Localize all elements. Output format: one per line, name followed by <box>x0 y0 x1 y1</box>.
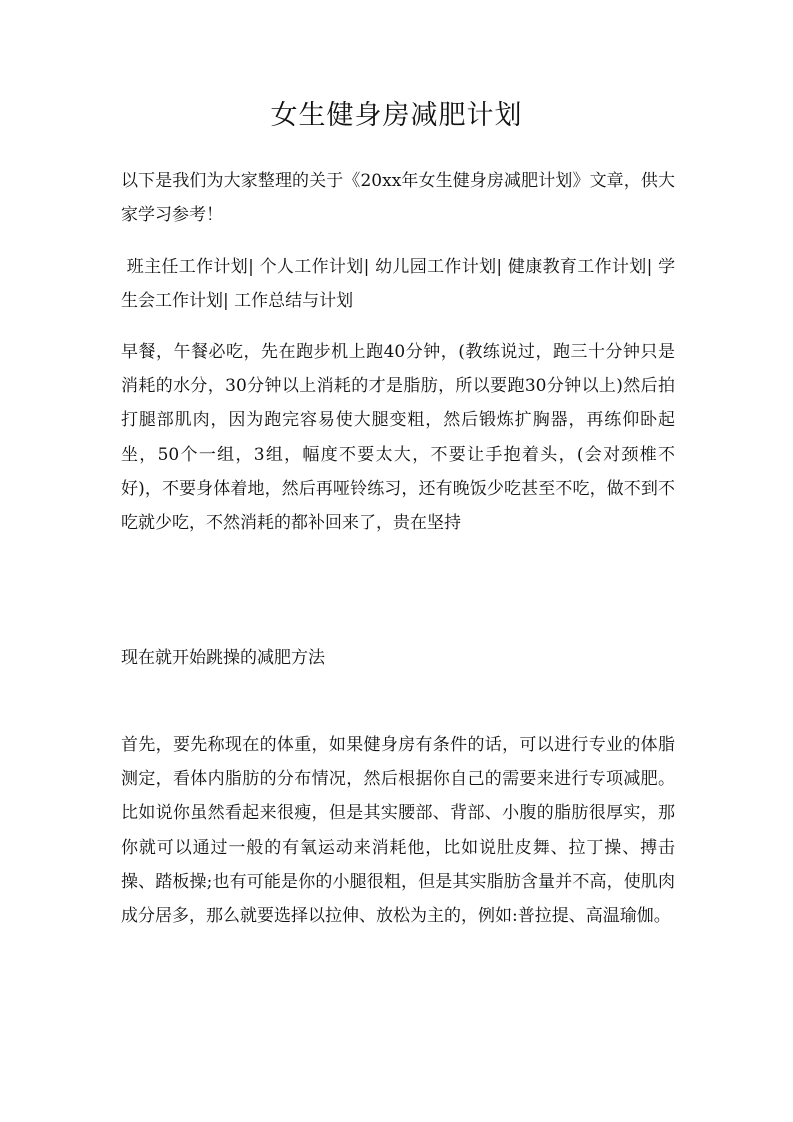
section-heading: 现在就开始跳操的减肥方法 <box>121 648 325 668</box>
link-student-union-plan[interactable]: 学生会工作计划 <box>121 257 676 312</box>
link-class-teacher-plan[interactable]: 班主任工作计划 <box>126 257 249 277</box>
link-separator: | <box>646 257 653 277</box>
link-health-education-plan[interactable]: 健康教育工作计划 <box>507 257 647 277</box>
related-links <box>121 250 675 318</box>
link-personal-work-plan[interactable]: 个人工作计划 <box>259 257 364 277</box>
link-separator: | <box>248 257 254 277</box>
intro-paragraph: 以下是我们为大家整理的关于《20xx年女生健身房减肥计划》文章，供大家学习参考！ <box>121 171 675 226</box>
link-work-summary-plan[interactable]: 工作总结与计划 <box>234 291 354 312</box>
link-separator: | <box>223 291 229 312</box>
link-separator: | <box>496 257 503 277</box>
method-paragraph: 首先，要先称现在的体重，如果健身房有条件的话，可以进行专业的体脂测定，看体内脂肪的分布情况，然后根据你自己的需要来进行专项减肥。比如说你虽然看起来很瘦，但是其实腰部、背部、小腹的脂肪很厚实，那你就可以通过一般的有氧运动来消耗他，比如说肚皮舞、拉丁操、搏击操、踏板操;也有可能是你的小腿很粗，但是其实脂肪含量并不高，使肌肉成分居多，那么就要选择以拉伸、放松为主的，例如:普拉提、高温瑜伽。 <box>121 735 675 927</box>
link-kindergarten-plan[interactable]: 幼儿园工作计划 <box>375 257 497 277</box>
link-separator: | <box>363 257 370 277</box>
routine-paragraph: 早餐，午餐必吃，先在跑步机上跑40分钟，(教练说过，跑三十分钟只是消耗的水分，30分钟以上消耗的才是脂肪，所以要跑30分钟以上)然后拍打腿部肌肉，因为跑完容易使大腿变粗，然后锻炼扩胸器，再练仰卧起坐，50个一组，3组，幅度不要太大，不要让手抱着头，(会对颈椎不好)，不要身体着地，然后再哑铃练习，还有晚饭少吃甚至不吃，做不到不吃就少吃，不然消耗的都补回来了，贵在坚持 <box>121 342 675 534</box>
page-title: 女生健身房减肥计划 <box>270 100 523 131</box>
